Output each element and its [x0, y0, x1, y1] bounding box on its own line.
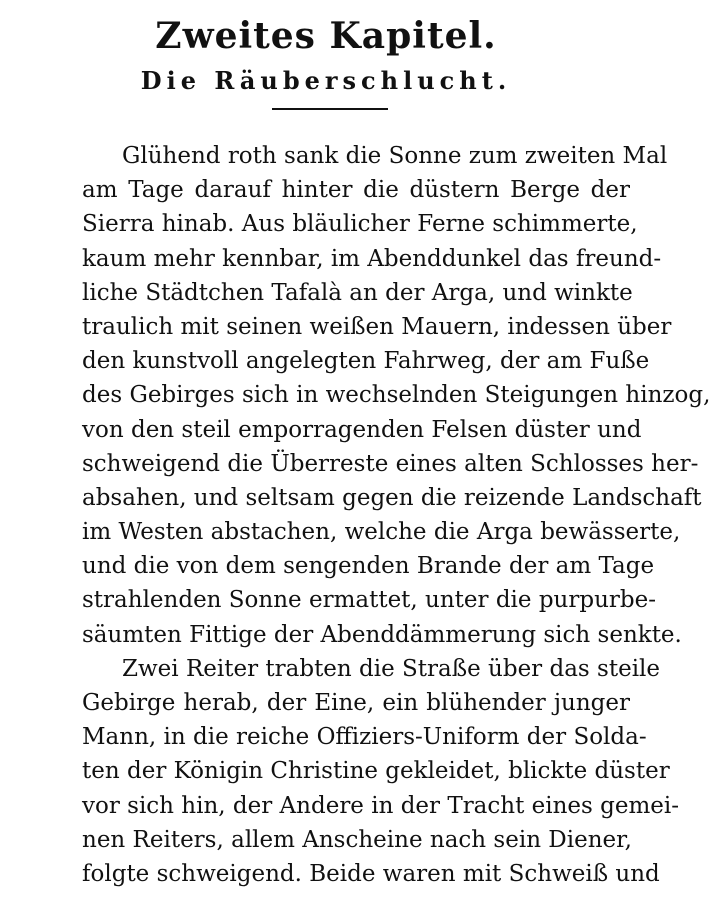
- text-line: Glühend roth sank die Sonne zum zweiten Mal: [122, 143, 668, 169]
- text-line: den kunstvoll angelegten Fahrweg, der am Fuße: [82, 348, 650, 375]
- text-line: absahen, und seltsam gegen die reizende Landschaft: [82, 484, 702, 511]
- text-line: des Gebirges sich in wechselnden Steigungen hinzog,: [82, 382, 710, 409]
- text-line: und die von dem sengenden Brande der am Tage: [82, 553, 655, 580]
- body-text: [82, 139, 710, 891]
- text-line: Gebirge herab, der Eine, ein blühender junger: [82, 690, 630, 716]
- text-line: Zwei Reiter trabten die Straße über das steile: [122, 655, 661, 682]
- text-line: säumten Fittige der Abenddämmerung sich senkte.: [82, 621, 682, 648]
- chapter-subtitle: Die Räuberschlucht.: [140, 66, 512, 95]
- text-line: im Westen abstachen, welche die Arga bewässerte,: [82, 519, 681, 546]
- chapter-title: Zweites Kapitel.: [155, 15, 497, 57]
- text-line: schweigend die Überreste eines alten Schlosses her-: [82, 450, 699, 477]
- text-line: von den steil emporragenden Felsen düster und: [82, 416, 642, 443]
- text-line: folgte schweigend. Beide waren mit Schweiß und: [82, 860, 660, 887]
- text-line: liche Städtchen Tafalà an der Arga, und winkte: [82, 279, 633, 306]
- text-line: vor sich hin, der Andere in der Tracht eines gemei-: [82, 792, 680, 819]
- text-line: strahlenden Sonne ermattet, unter die purpurbe-: [82, 587, 657, 614]
- text-line: Sierra hinab. Aus bläulicher Ferne schimmerte,: [82, 211, 638, 238]
- title-divider: [272, 108, 388, 110]
- text-line: nen Reiters, allem Anscheine nach sein Diener,: [82, 826, 632, 853]
- text-line: ten der Königin Christine gekleidet, blickte düster: [82, 758, 670, 785]
- text-line: Mann, in die reiche Offiziers-Uniform der Solda-: [82, 724, 647, 751]
- text-line: am Tage darauf hinter die düstern Berge der: [82, 177, 630, 204]
- text-line: traulich mit seinen weißen Mauern, indessen über: [82, 313, 672, 340]
- text-line: kaum mehr kennbar, im Abenddunkel das freund-: [82, 245, 662, 272]
